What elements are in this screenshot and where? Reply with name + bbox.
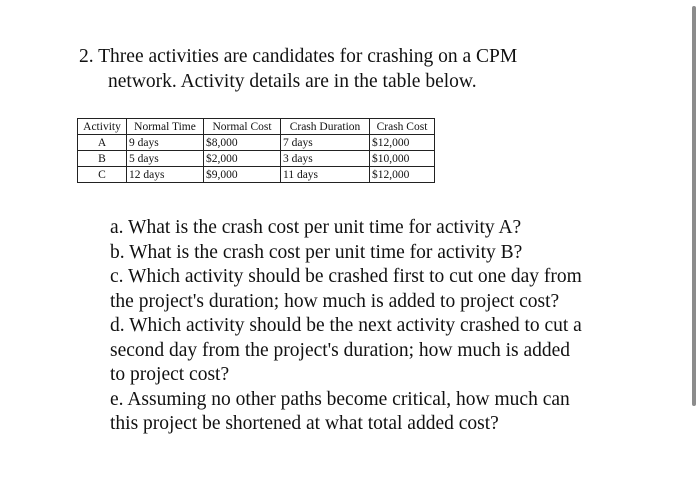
- part-b-line: b. What is the crash cost per unit time for activity B?: [110, 241, 523, 263]
- header-crash-duration: Crash Duration: [281, 119, 370, 135]
- cell-normal-cost: $2,000: [204, 151, 281, 167]
- activity-table: [77, 118, 435, 183]
- part-a-line: a. What is the crash cost per unit time for activity A?: [110, 217, 522, 238]
- question-line-1: 2. Three activities are candidates for crashing on a CPM: [79, 46, 518, 67]
- question-parts: [110, 216, 630, 437]
- cell-activity: C: [78, 167, 127, 183]
- header-activity: Activity: [78, 119, 127, 135]
- part-e-line-2: this project be shortened at what total added cost?: [110, 413, 499, 434]
- question-text: [79, 44, 639, 94]
- cell-crash-duration: 7 days: [281, 135, 370, 151]
- cell-crash-cost: $12,000: [370, 135, 435, 151]
- table-header-row: [78, 119, 435, 135]
- cell-crash-duration: 11 days: [281, 167, 370, 183]
- part-d-line-2: second day from the project's duration; how much is added: [110, 339, 571, 361]
- cell-crash-cost: $12,000: [370, 167, 435, 183]
- cell-activity: A: [78, 135, 127, 151]
- part-d-line-1: d. Which activity should be the next activity crashed to cut a: [110, 315, 582, 336]
- table-row: [78, 167, 435, 183]
- part-c-line-2: the project's duration; how much is added to project cost?: [110, 290, 560, 312]
- part-e-line-1: e. Assuming no other paths become critical, how much can: [110, 388, 570, 410]
- cell-crash-cost: $10,000: [370, 151, 435, 167]
- cell-crash-duration: 3 days: [281, 151, 370, 167]
- vertical-scrollbar[interactable]: [690, 0, 700, 494]
- question-line-2: network. Activity details are in the table below.: [108, 71, 477, 92]
- table-row: [78, 135, 435, 151]
- table-row: [78, 151, 435, 167]
- header-crash-cost: Crash Cost: [370, 119, 435, 135]
- cell-normal-cost: $8,000: [204, 135, 281, 151]
- header-normal-cost: Normal Cost: [204, 119, 281, 135]
- cell-normal-cost: $9,000: [204, 167, 281, 183]
- part-c-line-1: c. Which activity should be crashed first to cut one day from: [110, 266, 582, 287]
- cell-activity: B: [78, 151, 127, 167]
- cell-normal-time: 9 days: [127, 135, 204, 151]
- part-d-line-3: to project cost?: [110, 364, 230, 385]
- scrollbar-thumb[interactable]: [692, 6, 696, 406]
- header-normal-time: Normal Time: [127, 119, 204, 135]
- cell-normal-time: 12 days: [127, 167, 204, 183]
- cell-normal-time: 5 days: [127, 151, 204, 167]
